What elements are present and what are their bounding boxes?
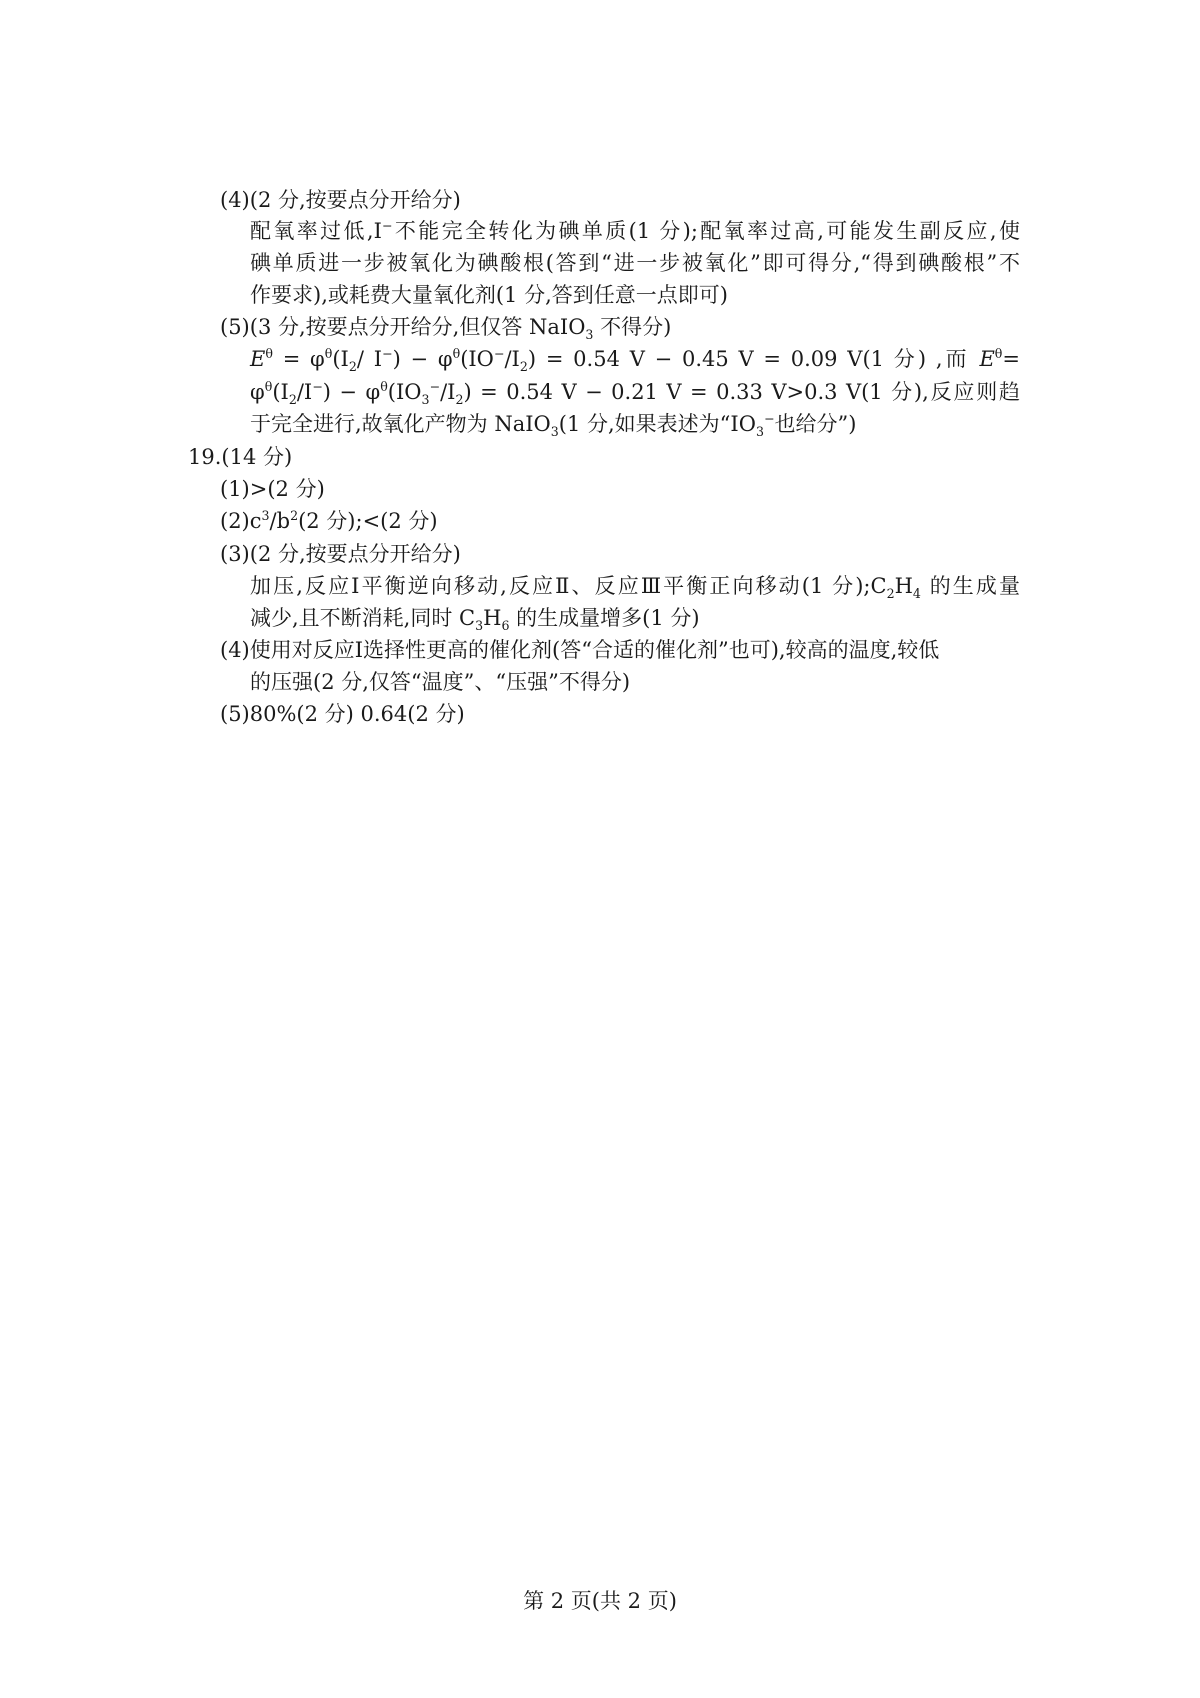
q18-part4-line1: 配氧率过低,I−不能完全转化为碘单质(1 分);配氧率过高,可能发生副反应,使 — [250, 218, 1020, 243]
q19-part4-line1: (4)使用对反应Ⅰ选择性更高的催化剂(答“合适的催化剂”也可),较高的温度,较低 — [220, 638, 940, 662]
q19-part1: (1)>(2 分) — [220, 477, 325, 501]
q18-part5-line1: $E^\theta = \varphi^\theta(I_2/$ $I^-) - \varphi^\theta(IO^-/I_2) = 0.54$ V − 0.45 V = 0.09 V(1 分) ,而 $E^\theta=$ — [250, 346, 1020, 375]
q18-part5-line2: $\varphi^\theta(I_2/I^-) - \varphi^\theta(IO_3^-/I_2) = 0.54$ V − 0.21 V = 0.33 V>0.3 V(1 分),反应则趋 — [250, 379, 1020, 408]
q19-part5: (5)80%(2 分) 0.64(2 分) — [220, 702, 465, 726]
q19-title: 19.(14 分) — [188, 445, 293, 469]
q19-part2: $(2)c^3/b^2(2$ 分);<(2 分) — [220, 508, 438, 533]
q19-part4-line2: 的压强(2 分,仅答“温度”、“压强”不得分) — [250, 670, 631, 694]
q18-part5-line3: 于完全进行,故氧化产物为 NaIO$_3$(1 分,如果表述为“$IO_3^-$也给分”) — [250, 411, 857, 440]
q18-part4-line3: 作要求),或耗费大量氧化剂(1 分,答到任意一点即可) — [250, 283, 728, 307]
page-footer — [0, 1587, 1200, 1615]
q18-part4-label: (4)(2 分,按要点分开给分) — [220, 188, 461, 212]
q18-part4-line2: 碘单质进一步被氧化为碘酸根(答到“进一步被氧化”即可得分,“得到碘酸根”不 — [250, 251, 1020, 275]
page-number: 第 2 页(共 2 页) — [523, 1589, 677, 1613]
q19-part3-line2: 减少,且不断消耗,同时 $C_3H_6$ 的生成量增多(1 分) — [250, 606, 700, 634]
q19-part3-label: (3)(2 分,按要点分开给分) — [220, 542, 461, 566]
q19-part3-line1: 加压,反应Ⅰ平衡逆向移动,反应Ⅱ、反应Ⅲ平衡正向移动(1 分)$;C_2H_4$ 的生成量 — [250, 574, 1020, 602]
q18-part5-label: (5)(3 分,按要点分开给分,但仅答 NaIO$_3$ 不得分) — [220, 315, 672, 343]
